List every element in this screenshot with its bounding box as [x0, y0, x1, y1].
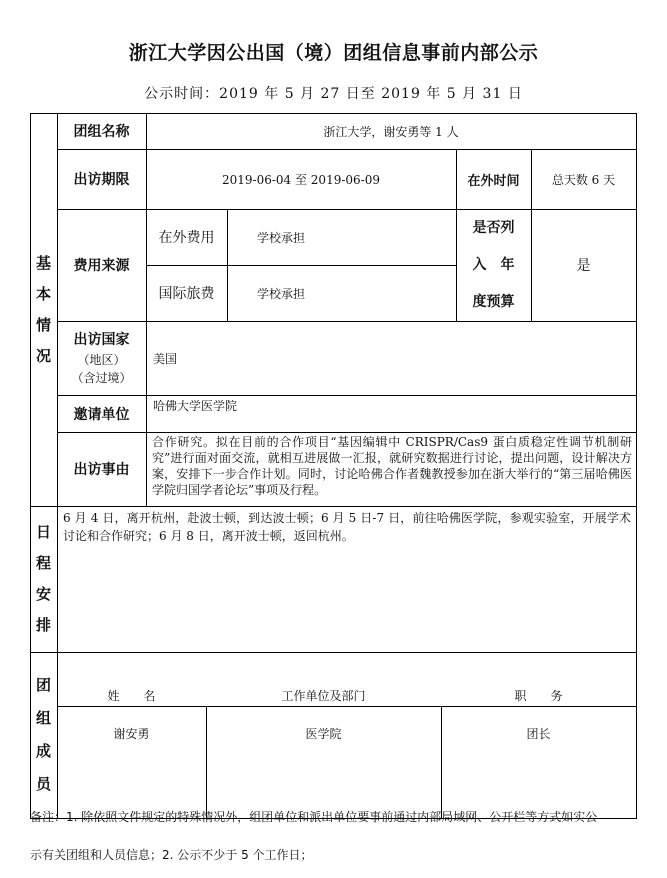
member-name: 谢安勇	[113, 726, 150, 741]
footnote-line-2: 示有关团组和人员信息；2. 公示不少于 5 个工作日；	[30, 848, 313, 862]
notice-period: 公示时间：2019 年 5 月 27 日至 2019 年 5 月 31 日	[144, 86, 523, 102]
itinerary-section-label: 日 程 安 排	[35, 523, 51, 634]
annual-budget-label: 是否列 入 年 度预算	[472, 219, 515, 310]
time-abroad-label: 在外时间	[467, 173, 520, 189]
members-section-label: 团 组 成 员	[35, 676, 51, 793]
itinerary-text: 6 月 4 日，离开杭州，赴波士顿，到达波士顿；6 月 5 日-7 日，前往哈佛医学院，参观实验室，开展学术讨论和合作研究；6 月 8 日，离开波士顿，返回杭州。	[63, 511, 631, 543]
abroad-cost-label: 在外费用	[158, 230, 215, 246]
member-title: 团长	[526, 726, 551, 741]
inviter-label: 邀请单位	[73, 406, 130, 423]
member-name-header: 姓 名	[107, 688, 156, 703]
member-title-header: 职 务	[514, 688, 563, 703]
visit-period-label: 出访期限	[73, 172, 130, 188]
page-title: 浙江大学因公出国（境）团组信息事前内部公示	[128, 42, 539, 64]
annual-budget-value: 是	[576, 258, 591, 274]
time-abroad-value: 总天数 6 天	[551, 172, 616, 187]
inviter-value: 哈佛大学医学院	[153, 398, 238, 413]
funding-source-label: 费用来源	[73, 258, 130, 274]
delegation-name-label: 团组名称	[73, 124, 130, 140]
visit-country-value: 美国	[153, 351, 178, 366]
basic-info-section-label: 基 本 情 况	[35, 253, 51, 365]
visit-purpose-value: 合作研究。拟在目前的合作项目“基因编辑中 CRISPR/Cas9 蛋白质稳定性调节机制研究”进行面对面交流，就相互进展做一汇报，就研究数据进行讨论，提出问题，设计解决方案，安排下一步合作计划。同时，讨论哈佛合作者魏教授参加在浙大举行的“第三届哈佛医学院归国学者论坛”事项及行程。	[152, 435, 632, 497]
visit-country-label: 出访国家 （地区） （含过境）	[71, 332, 132, 385]
member-unit: 医学院	[305, 726, 342, 741]
visit-period-value: 2019-06-04 至 2019-06-09	[221, 172, 380, 187]
footnote-line-1: 备注：1. 除依照文件规定的特殊情况外，组团单位和派出单位要事前通过内部局域网、公开栏等方式如实公	[30, 810, 598, 824]
member-unit-header: 工作单位及部门	[281, 688, 366, 703]
intl-travel-label: 国际旅费	[158, 286, 215, 302]
abroad-cost-value: 学校承担	[257, 230, 306, 245]
intl-travel-value: 学校承担	[257, 286, 306, 301]
delegation-name-value: 浙江大学，谢安勇等 1 人	[323, 124, 459, 139]
visit-purpose-label: 出访事由	[73, 462, 130, 478]
